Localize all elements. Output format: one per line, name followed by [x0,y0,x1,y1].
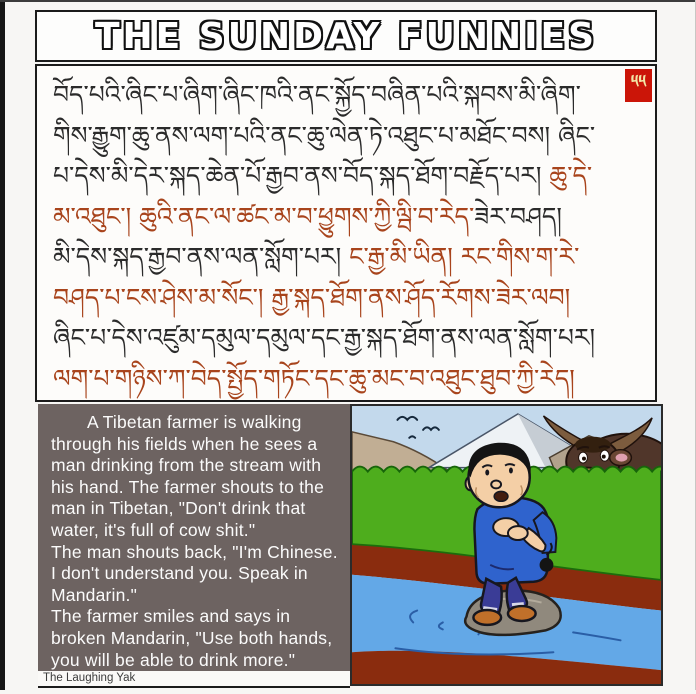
tibetan-segment: གིས་རྒྱུག་ཆུ་ནས་ལག་པའི་ནང་ཆུ་ལེན་ཏེ་འཐུང་པ་མཐོང་བས། ཞིང་ [53,120,596,150]
title-box [35,10,657,62]
comic-strip-block [38,404,663,686]
tibetan-segment: ལག་པ་གཉིས་ཀ་བེད་སྤྱོད་གཏོང་དང་ཆུ་མང་བ་འཐུང་ཐུབ་ཀྱི་རེད། [53,363,575,393]
tibetan-segment: ང་རྒྱ་མི་ཡིན། རང་གིས་ག་རེ་ [349,242,580,271]
tibetan-text-block [35,64,657,402]
cartoon-illustration [350,404,663,686]
page-title: THE SUNDAY FUNNIES [95,15,597,57]
joke-paragraph: The farmer smiles and says in broken Mandarin, "Use both hands, you will be able to drink more." [51,606,333,670]
tibetan-line [53,156,641,197]
page-number-badge: ༥༥ [625,69,652,102]
joke-paragraph: The man shouts back, "I'm Chinese. I don't understand you. Speak in Mandarin." [51,541,338,605]
tibetan-segment: ཆུ་དེ་ [549,161,593,190]
tibetan-line [53,278,641,319]
tibetan-segment: ཞིང་པ་དེས་འཛུམ་དམུལ་དམུལ་དང་རྒྱ་སྐད་ཐོག་ནས་ལན་སློག་པར། [53,323,596,352]
tibetan-segment: བཤད་པ་ངས་ཤེས་མ་སོང་། རྒྱ་སྐད་ཐོག་ནས་ཤོད་རོགས་ཟེར་ལབ། [53,282,571,312]
tibetan-line [53,197,641,238]
page-frame-left [0,0,5,690]
tibetan-line [53,359,641,400]
tibetan-segment: མ་འཐུང་། ཆུའི་ནང་ལ་ཚང་མ་བ་ཕྱུགས་ཀྱི་ལྦི་བ་རེད་ [53,201,475,231]
cartoon-svg [352,406,661,684]
page-frame-top [0,0,696,2]
tibetan-line [53,116,641,157]
credit-label: The Laughing Yak [38,671,350,688]
tibetan-line [53,318,641,359]
joke-paragraph: A Tibetan farmer is walking through his fields when he sees a man drinking from the stream with his hand. The farmer shouts to the man in Tibetan, "Don't drink that water, it's full of cow shit." [51,412,325,540]
tibetan-segment: མི་དེས་སྐད་རྒྱབ་ནས་ལན་སློག་པར། [53,242,350,271]
tibetan-line [53,237,641,278]
tibetan-line [53,75,641,116]
tibetan-segment: པ་དེས་མི་དེར་སྐད་ཆེན་པོ་རྒྱབ་ནས་བོད་སྐད་ཐོག་བརྗོད་པར། [53,161,550,190]
joke-text-panel [38,404,350,671]
tibetan-segment: ཟེར་བཤད། [474,201,562,231]
tibetan-segment: བོད་པའི་ཞིང་པ་ཞིག་ཞིང་ཁའི་ནང་སྐྱོད་བཞིན་པའི་སྐབས་མི་ཞིག་ [53,80,581,109]
